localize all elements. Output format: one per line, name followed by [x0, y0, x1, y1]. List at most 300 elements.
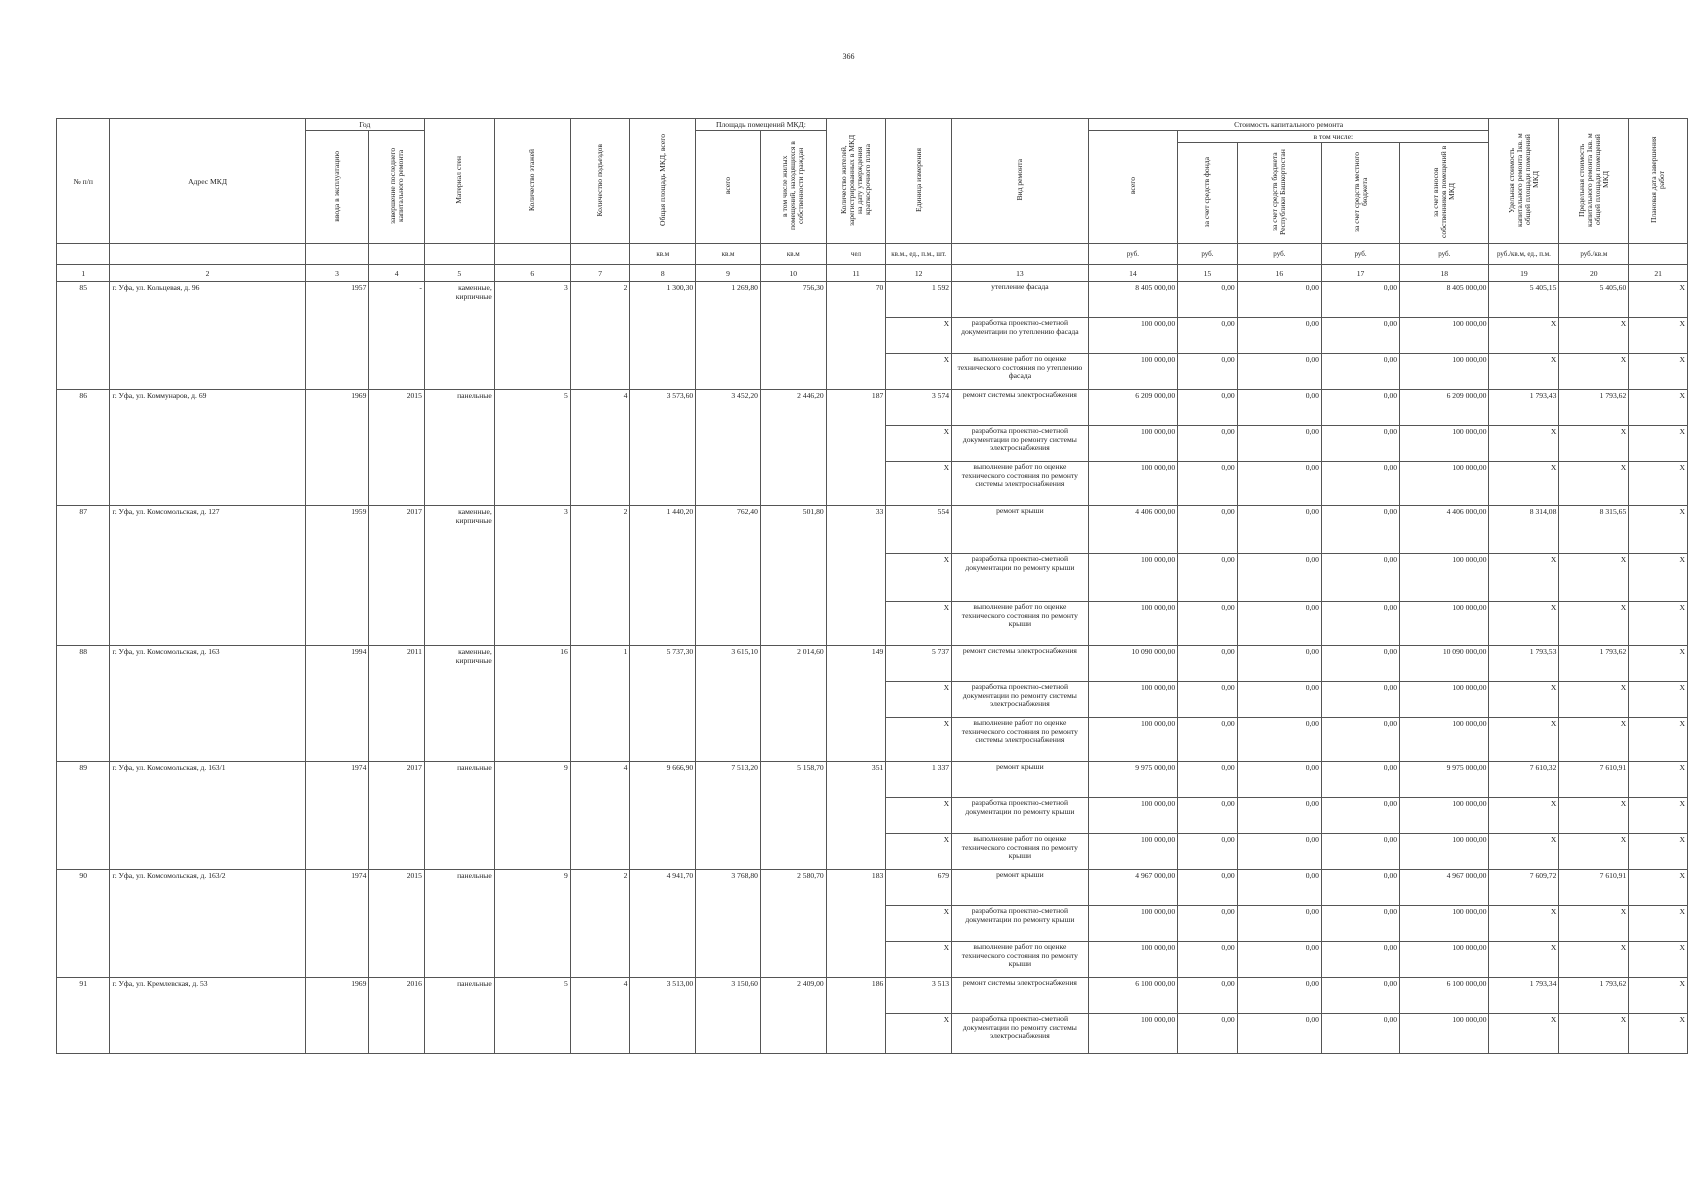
cost-republic: 0,00: [1237, 798, 1321, 834]
planned-date: X: [1629, 1014, 1688, 1054]
cost-local: 0,00: [1321, 646, 1399, 682]
cost-total: 6 100 000,00: [1088, 978, 1177, 1014]
repair-type: выполнение работ по оценке технического состояния по утеплению фасада: [952, 354, 1089, 390]
quantity: X: [886, 354, 952, 390]
cost-total: 9 975 000,00: [1088, 762, 1177, 798]
cost-owners: 100 000,00: [1400, 462, 1489, 506]
entrances: 4: [570, 978, 630, 1054]
cost-republic: 0,00: [1237, 318, 1321, 354]
cost-republic: 0,00: [1237, 506, 1321, 554]
max-unit-cost: 5 405,60: [1559, 282, 1629, 318]
floors: 9: [494, 762, 570, 870]
planned-date: X: [1629, 354, 1688, 390]
capital-repair-table: [56, 118, 1688, 1054]
max-unit-cost: 8 315,65: [1559, 506, 1629, 554]
year-commission: 1969: [305, 978, 369, 1054]
col-material-header: Материал стен: [424, 119, 494, 244]
cost-owners: 100 000,00: [1400, 602, 1489, 646]
address: г. Уфа, ул. Комсомольская, д. 163: [110, 646, 305, 762]
col-cost-total-header: всего: [1088, 131, 1177, 244]
cost-total: 100 000,00: [1088, 682, 1177, 718]
col-local-header: за счет средств местного бюджета: [1321, 143, 1399, 244]
cost-total: 100 000,00: [1088, 426, 1177, 462]
quantity: 1 337: [886, 762, 952, 798]
cost-local: 0,00: [1321, 602, 1399, 646]
col-max-cost-header: Предельная стоимость капитального ремонта 1кв. м общей площади помещений МКД: [1559, 119, 1629, 244]
cost-republic: 0,00: [1237, 942, 1321, 978]
owned-area: 5 158,70: [760, 762, 826, 870]
unit-cost: X: [1489, 1014, 1559, 1054]
row-number: 86: [57, 390, 110, 506]
premises-area: 762,40: [696, 506, 761, 646]
quantity: X: [886, 554, 952, 602]
quantity: X: [886, 906, 952, 942]
owned-area: 756,30: [760, 282, 826, 390]
year-last-repair: 2015: [369, 870, 425, 978]
quantity: X: [886, 718, 952, 762]
max-unit-cost: X: [1559, 942, 1629, 978]
quantity: X: [886, 834, 952, 870]
repair-type: выполнение работ по оценке технического состояния по ремонту крыши: [952, 602, 1089, 646]
cost-fund: 0,00: [1178, 554, 1238, 602]
unit-cost: 8 314,08: [1489, 506, 1559, 554]
cost-republic: 0,00: [1237, 354, 1321, 390]
col-fund-header: за счет средств фонда: [1178, 143, 1238, 244]
repair-type: ремонт системы электроснабжения: [952, 646, 1089, 682]
year-commission: 1969: [305, 390, 369, 506]
floors: 5: [494, 978, 570, 1054]
cost-fund: 0,00: [1178, 390, 1238, 426]
cost-local: 0,00: [1321, 354, 1399, 390]
col-repair-type-header: Вид ремонта: [952, 119, 1089, 244]
col-owners-header: за счет взносов собственников помещений в МКД: [1400, 143, 1489, 244]
col-residents-header: Количество жителей, зарегистрированных в МКД на дату утверждения краткосрочного плана: [826, 119, 886, 244]
cost-owners: 100 000,00: [1400, 718, 1489, 762]
repair-type: утепление фасада: [952, 282, 1089, 318]
wall-material: каменные, кирпичные: [424, 282, 494, 390]
unit-cost: 7 609,72: [1489, 870, 1559, 906]
address: г. Уфа, ул. Комсомольская, д. 163/2: [110, 870, 305, 978]
quantity: X: [886, 318, 952, 354]
premises-area: 3 452,20: [696, 390, 761, 506]
cost-republic: 0,00: [1237, 718, 1321, 762]
col-unit-header: Единица измерения: [886, 119, 952, 244]
cost-total: 100 000,00: [1088, 798, 1177, 834]
cost-owners: 4 967 000,00: [1400, 870, 1489, 906]
repair-type: разработка проектно-сметной документации по ремонту системы электроснабжения: [952, 1014, 1089, 1054]
table-body: [57, 282, 1688, 1054]
cost-owners: 100 000,00: [1400, 906, 1489, 942]
cost-local: 0,00: [1321, 282, 1399, 318]
cost-fund: 0,00: [1178, 762, 1238, 798]
unit-cost: 1 793,53: [1489, 646, 1559, 682]
planned-date: X: [1629, 602, 1688, 646]
unit-cost: 1 793,34: [1489, 978, 1559, 1014]
repair-type: разработка проектно-сметной документации по ремонту системы электроснабжения: [952, 426, 1089, 462]
cost-republic: 0,00: [1237, 870, 1321, 906]
total-area: 1 440,20: [630, 506, 696, 646]
repair-type: разработка проектно-сметной документации по утеплению фасада: [952, 318, 1089, 354]
premises-area: 1 269,80: [696, 282, 761, 390]
cost-total: 100 000,00: [1088, 906, 1177, 942]
repair-type: выполнение работ по оценке технического состояния по ремонту крыши: [952, 834, 1089, 870]
cost-local: 0,00: [1321, 906, 1399, 942]
address: г. Уфа, ул. Кремлевская, д. 53: [110, 978, 305, 1054]
cost-owners: 4 406 000,00: [1400, 506, 1489, 554]
max-unit-cost: 1 793,62: [1559, 646, 1629, 682]
wall-material: каменные, кирпичные: [424, 646, 494, 762]
repair-type: разработка проектно-сметной документации по ремонту крыши: [952, 906, 1089, 942]
floors: 5: [494, 390, 570, 506]
entrances: 2: [570, 870, 630, 978]
unit-cost: X: [1489, 682, 1559, 718]
cost-total: 8 405 000,00: [1088, 282, 1177, 318]
cost-total: 100 000,00: [1088, 554, 1177, 602]
wall-material: каменные, кирпичные: [424, 506, 494, 646]
max-unit-cost: X: [1559, 426, 1629, 462]
quantity: X: [886, 462, 952, 506]
cost-local: 0,00: [1321, 554, 1399, 602]
planned-date: X: [1629, 798, 1688, 834]
col-area-all-header: всего: [696, 131, 761, 244]
residents: 187: [826, 390, 886, 506]
col-republic-header: за счет средств бюджета Республики Башкортостан: [1237, 143, 1321, 244]
quantity: X: [886, 682, 952, 718]
owned-area: 2 014,60: [760, 646, 826, 762]
cost-owners: 6 209 000,00: [1400, 390, 1489, 426]
cost-local: 0,00: [1321, 798, 1399, 834]
entrances: 2: [570, 282, 630, 390]
quantity: 1 592: [886, 282, 952, 318]
address: г. Уфа, ул. Комсомольская, д. 127: [110, 506, 305, 646]
cost-total: 100 000,00: [1088, 718, 1177, 762]
cost-total: 100 000,00: [1088, 354, 1177, 390]
total-area: 4 941,70: [630, 870, 696, 978]
cost-local: 0,00: [1321, 462, 1399, 506]
year-last-repair: 2015: [369, 390, 425, 506]
owned-area: 2 446,20: [760, 390, 826, 506]
year-last-repair: 2017: [369, 506, 425, 646]
planned-date: X: [1629, 462, 1688, 506]
repair-type: выполнение работ по оценке технического состояния по ремонту системы электроснабжения: [952, 718, 1089, 762]
max-unit-cost: X: [1559, 462, 1629, 506]
entrances: 1: [570, 646, 630, 762]
planned-date: X: [1629, 318, 1688, 354]
unit-cost: 1 793,43: [1489, 390, 1559, 426]
cost-fund: 0,00: [1178, 282, 1238, 318]
repair-type: разработка проектно-сметной документации по ремонту крыши: [952, 554, 1089, 602]
cost-total: 100 000,00: [1088, 942, 1177, 978]
unit-cost: X: [1489, 718, 1559, 762]
col-date-header: Плановая дата завершения работ: [1629, 119, 1688, 244]
cost-owners: 8 405 000,00: [1400, 282, 1489, 318]
unit-cost: X: [1489, 602, 1559, 646]
planned-date: X: [1629, 506, 1688, 554]
table-row: [57, 390, 1688, 426]
premises-area: 3 615,10: [696, 646, 761, 762]
cost-owners: 100 000,00: [1400, 798, 1489, 834]
cost-owners: 10 090 000,00: [1400, 646, 1489, 682]
cost-fund: 0,00: [1178, 978, 1238, 1014]
cost-republic: 0,00: [1237, 906, 1321, 942]
max-unit-cost: X: [1559, 1014, 1629, 1054]
cost-local: 0,00: [1321, 942, 1399, 978]
repair-type: разработка проектно-сметной документации по ремонту системы электроснабжения: [952, 682, 1089, 718]
entrances: 4: [570, 390, 630, 506]
residents: 186: [826, 978, 886, 1054]
cost-owners: 100 000,00: [1400, 318, 1489, 354]
cost-fund: 0,00: [1178, 1014, 1238, 1054]
row-number: 91: [57, 978, 110, 1054]
address: г. Уфа, ул. Кольцевая, д. 96: [110, 282, 305, 390]
cost-republic: 0,00: [1237, 554, 1321, 602]
col-year-last-repair-header: завершение последнего капитального ремонта: [369, 131, 425, 244]
cost-republic: 0,00: [1237, 462, 1321, 506]
max-unit-cost: X: [1559, 906, 1629, 942]
repair-type: ремонт крыши: [952, 870, 1089, 906]
unit-cost: 5 405,15: [1489, 282, 1559, 318]
cost-total: 100 000,00: [1088, 1014, 1177, 1054]
total-area: 3 513,00: [630, 978, 696, 1054]
quantity: 3 513: [886, 978, 952, 1014]
floors: 3: [494, 282, 570, 390]
col-floors-header: Количество этажей: [494, 119, 570, 244]
unit-cost: X: [1489, 906, 1559, 942]
quantity: X: [886, 602, 952, 646]
year-commission: 1957: [305, 282, 369, 390]
wall-material: панельные: [424, 870, 494, 978]
floors: 3: [494, 506, 570, 646]
repair-type: выполнение работ по оценке технического состояния по ремонту системы электроснабжения: [952, 462, 1089, 506]
total-area: 3 573,60: [630, 390, 696, 506]
floors: 9: [494, 870, 570, 978]
max-unit-cost: X: [1559, 798, 1629, 834]
cost-owners: 100 000,00: [1400, 554, 1489, 602]
cost-local: 0,00: [1321, 978, 1399, 1014]
repair-type: выполнение работ по оценке технического состояния по ремонту крыши: [952, 942, 1089, 978]
cost-owners: 6 100 000,00: [1400, 978, 1489, 1014]
year-last-repair: 2016: [369, 978, 425, 1054]
cost-total: 4 967 000,00: [1088, 870, 1177, 906]
quantity: 5 737: [886, 646, 952, 682]
cost-fund: 0,00: [1178, 318, 1238, 354]
table-row: [57, 282, 1688, 318]
cost-fund: 0,00: [1178, 942, 1238, 978]
unit-cost: X: [1489, 462, 1559, 506]
cost-owners: 100 000,00: [1400, 426, 1489, 462]
cost-total: 4 406 000,00: [1088, 506, 1177, 554]
col-num-header: № п/п: [57, 119, 110, 244]
cost-fund: 0,00: [1178, 426, 1238, 462]
planned-date: X: [1629, 978, 1688, 1014]
premises-area: 7 513,20: [696, 762, 761, 870]
unit-cost: X: [1489, 554, 1559, 602]
cost-owners: 100 000,00: [1400, 1014, 1489, 1054]
col-cost-header: Стоимость капитального ремонта: [1088, 119, 1489, 131]
cost-owners: 100 000,00: [1400, 942, 1489, 978]
quantity: X: [886, 1014, 952, 1054]
unit-cost: X: [1489, 426, 1559, 462]
cost-local: 0,00: [1321, 1014, 1399, 1054]
cost-local: 0,00: [1321, 426, 1399, 462]
premises-area: 3 768,80: [696, 870, 761, 978]
cost-total: 100 000,00: [1088, 462, 1177, 506]
row-number: 90: [57, 870, 110, 978]
owned-area: 2 580,70: [760, 870, 826, 978]
entrances: 2: [570, 506, 630, 646]
cost-local: 0,00: [1321, 762, 1399, 798]
owned-area: 2 409,00: [760, 978, 826, 1054]
quantity: 3 574: [886, 390, 952, 426]
col-unit-cost-header: Удельная стоимость капитального ремонта 1кв. м общей площади помещений МКД: [1489, 119, 1559, 244]
cost-local: 0,00: [1321, 834, 1399, 870]
cost-local: 0,00: [1321, 682, 1399, 718]
cost-republic: 0,00: [1237, 978, 1321, 1014]
quantity: X: [886, 942, 952, 978]
residents: 351: [826, 762, 886, 870]
max-unit-cost: 7 610,91: [1559, 870, 1629, 906]
year-last-repair: 2011: [369, 646, 425, 762]
planned-date: X: [1629, 906, 1688, 942]
cost-owners: 100 000,00: [1400, 354, 1489, 390]
unit-cost: X: [1489, 834, 1559, 870]
unit-cost: X: [1489, 798, 1559, 834]
max-unit-cost: X: [1559, 318, 1629, 354]
col-year-commission-header: ввода в эксплуатацию: [305, 131, 369, 244]
col-total-area-header: Общая площадь МКД, всего: [630, 119, 696, 244]
cost-republic: 0,00: [1237, 390, 1321, 426]
cost-total: 100 000,00: [1088, 318, 1177, 354]
cost-owners: 100 000,00: [1400, 834, 1489, 870]
cost-fund: 0,00: [1178, 870, 1238, 906]
page-number: 366: [842, 52, 855, 61]
units-row: кв.м кв.м кв.м чел кв.м., ед., п.м., шт. руб. руб. руб. руб. руб. руб./кв.м, ед., п.м. руб./кв.м: [57, 244, 1688, 265]
planned-date: X: [1629, 718, 1688, 762]
max-unit-cost: X: [1559, 834, 1629, 870]
repair-type: ремонт крыши: [952, 762, 1089, 798]
wall-material: панельные: [424, 390, 494, 506]
unit-cost: 7 610,32: [1489, 762, 1559, 798]
cost-total: 6 209 000,00: [1088, 390, 1177, 426]
col-year-header: Год: [305, 119, 424, 131]
max-unit-cost: X: [1559, 602, 1629, 646]
repair-type: ремонт системы электроснабжения: [952, 978, 1089, 1014]
cost-fund: 0,00: [1178, 354, 1238, 390]
cost-fund: 0,00: [1178, 506, 1238, 554]
cost-total: 10 090 000,00: [1088, 646, 1177, 682]
year-commission: 1994: [305, 646, 369, 762]
address: г. Уфа, ул. Коммунаров, д. 69: [110, 390, 305, 506]
premises-area: 3 150,60: [696, 978, 761, 1054]
year-last-repair: -: [369, 282, 425, 390]
cost-local: 0,00: [1321, 506, 1399, 554]
max-unit-cost: 7 610,91: [1559, 762, 1629, 798]
cost-fund: 0,00: [1178, 718, 1238, 762]
planned-date: X: [1629, 942, 1688, 978]
row-number: 87: [57, 506, 110, 646]
cost-local: 0,00: [1321, 718, 1399, 762]
cost-republic: 0,00: [1237, 426, 1321, 462]
planned-date: X: [1629, 762, 1688, 798]
total-area: 5 737,30: [630, 646, 696, 762]
floors: 16: [494, 646, 570, 762]
planned-date: X: [1629, 682, 1688, 718]
planned-date: X: [1629, 390, 1688, 426]
planned-date: X: [1629, 870, 1688, 906]
year-commission: 1974: [305, 870, 369, 978]
table-row: [57, 646, 1688, 682]
col-entrances-header: Количество подъездов: [570, 119, 630, 244]
max-unit-cost: X: [1559, 718, 1629, 762]
address: г. Уфа, ул. Комсомольская, д. 163/1: [110, 762, 305, 870]
total-area: 1 300,30: [630, 282, 696, 390]
residents: 70: [826, 282, 886, 390]
repair-type: ремонт крыши: [952, 506, 1089, 554]
table-row: [57, 762, 1688, 798]
wall-material: панельные: [424, 762, 494, 870]
year-commission: 1959: [305, 506, 369, 646]
column-numbers-row: 1 2 3 4 5 6 7 8 9 10 11 12 13 14 15 16 17 18 19 20 21: [57, 265, 1688, 282]
planned-date: X: [1629, 834, 1688, 870]
wall-material: панельные: [424, 978, 494, 1054]
residents: 183: [826, 870, 886, 978]
cost-fund: 0,00: [1178, 798, 1238, 834]
cost-total: 100 000,00: [1088, 834, 1177, 870]
owned-area: 501,80: [760, 506, 826, 646]
repair-type: ремонт системы электроснабжения: [952, 390, 1089, 426]
year-last-repair: 2017: [369, 762, 425, 870]
cost-owners: 100 000,00: [1400, 682, 1489, 718]
row-number: 85: [57, 282, 110, 390]
col-address-header: Адрес МКД: [110, 119, 305, 244]
planned-date: X: [1629, 426, 1688, 462]
planned-date: X: [1629, 282, 1688, 318]
year-commission: 1974: [305, 762, 369, 870]
cost-republic: 0,00: [1237, 602, 1321, 646]
cost-fund: 0,00: [1178, 834, 1238, 870]
max-unit-cost: X: [1559, 354, 1629, 390]
residents: 33: [826, 506, 886, 646]
repair-type: разработка проектно-сметной документации по ремонту крыши: [952, 798, 1089, 834]
table-row: [57, 870, 1688, 906]
planned-date: X: [1629, 646, 1688, 682]
cost-republic: 0,00: [1237, 682, 1321, 718]
col-premises-area-header: Площадь помещений МКД:: [696, 119, 827, 131]
cost-fund: 0,00: [1178, 906, 1238, 942]
total-area: 9 666,90: [630, 762, 696, 870]
cost-local: 0,00: [1321, 870, 1399, 906]
cost-owners: 9 975 000,00: [1400, 762, 1489, 798]
table-row: [57, 978, 1688, 1014]
unit-cost: X: [1489, 354, 1559, 390]
unit-cost: X: [1489, 942, 1559, 978]
cost-fund: 0,00: [1178, 682, 1238, 718]
col-cost-including-header: в том числе:: [1178, 131, 1489, 143]
cost-fund: 0,00: [1178, 646, 1238, 682]
cost-total: 100 000,00: [1088, 602, 1177, 646]
quantity: 679: [886, 870, 952, 906]
cost-republic: 0,00: [1237, 834, 1321, 870]
cost-republic: 0,00: [1237, 282, 1321, 318]
planned-date: X: [1629, 554, 1688, 602]
cost-republic: 0,00: [1237, 1014, 1321, 1054]
quantity: 554: [886, 506, 952, 554]
table-header: [57, 119, 1688, 282]
cost-local: 0,00: [1321, 318, 1399, 354]
row-number: 88: [57, 646, 110, 762]
residents: 149: [826, 646, 886, 762]
quantity: X: [886, 798, 952, 834]
